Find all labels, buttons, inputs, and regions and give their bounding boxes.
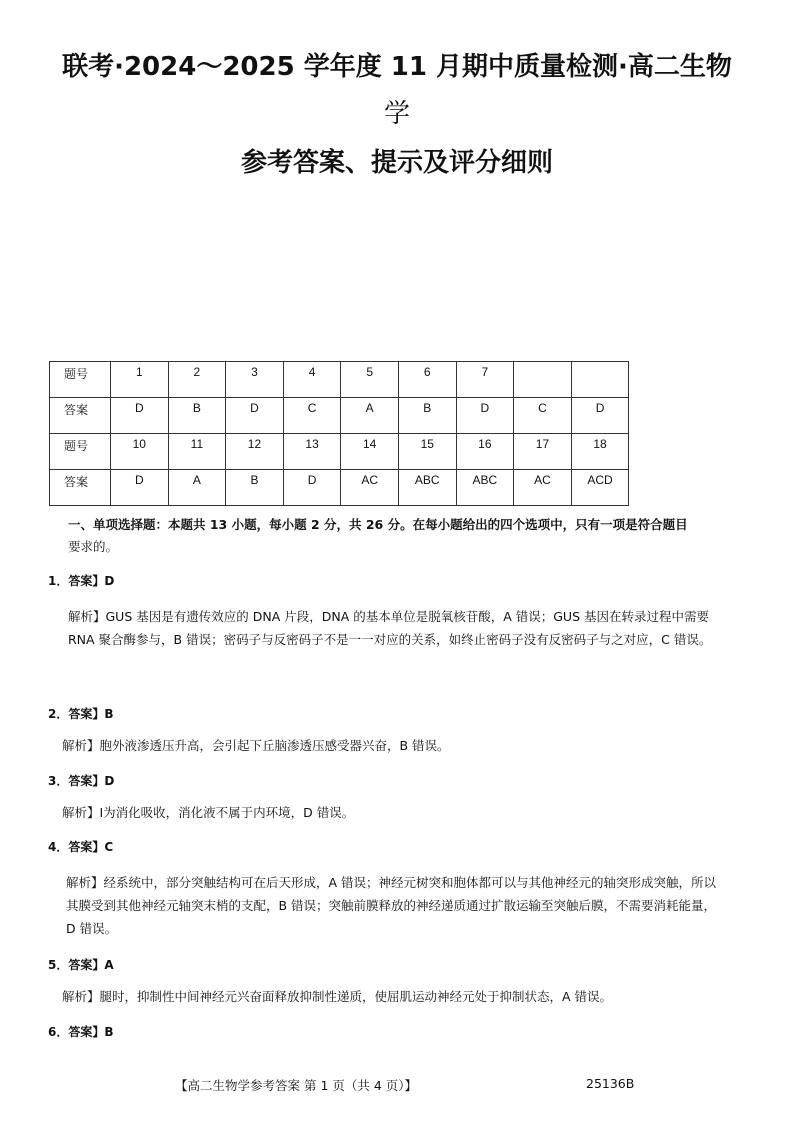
q1-answer: 1．答案】D xyxy=(48,574,115,588)
q2-answer: 2．答案】B xyxy=(48,707,114,721)
table-row xyxy=(50,362,629,398)
table-cell: D xyxy=(226,398,284,434)
q5-answer: 5．答案】A xyxy=(48,958,114,972)
table-cell: 17 xyxy=(514,434,572,470)
table-cell: 2 xyxy=(168,362,226,398)
table-cell: 4 xyxy=(283,362,341,398)
footer-page-info: 【高二生物学参考答案 第 1 页（共 4 页）】 xyxy=(175,1078,418,1093)
answer-table xyxy=(49,361,629,506)
table-cell: ABC xyxy=(456,470,514,506)
table-cell: B xyxy=(226,470,284,506)
table-cell: C xyxy=(283,398,341,434)
q1-explanation: 解析】GUS 基因是有遗传效应的 DNA 片段，DNA 的基本单位是脱氧核苷酸，A 错误；GUS 基因在转录过程中需要 RNA 聚合酶参与，B 错误；密码子与反密码子不是一一对应的关系，如终止密码子没有反密码子与之对应，C 错误。 xyxy=(68,609,712,647)
q3-answer: 3．答案】D xyxy=(48,774,115,788)
table-cell: 10 xyxy=(111,434,169,470)
table-cell: AC xyxy=(514,470,572,506)
table-cell: D xyxy=(111,470,169,506)
table-cell: 14 xyxy=(341,434,399,470)
table-cell: 3 xyxy=(226,362,284,398)
table-cell: AC xyxy=(341,470,399,506)
section-heading-cont: 要求的。 xyxy=(68,539,119,554)
table-cell: C xyxy=(514,398,572,434)
q2-explanation: 解析】胞外液渗透压升高，会引起下丘脑渗透压感受器兴奋，B 错误。 xyxy=(62,738,450,753)
table-cell: ABC xyxy=(398,470,456,506)
table-cell: D xyxy=(571,398,629,434)
q5-explanation: 解析】腿时，抑制性中间神经元兴奋面释放抑制性递质，使屈肌运动神经元处于抑制状态，A 错误。 xyxy=(62,989,613,1004)
table-cell: A xyxy=(341,398,399,434)
table-cell: 答案 xyxy=(50,398,111,434)
table-cell: ACD xyxy=(571,470,629,506)
subtitle: 参考答案、提示及评分细则 xyxy=(240,148,553,178)
q3-explanation: 解析】Ⅰ为消化吸收，消化液不属于内环境，D 错误。 xyxy=(62,805,355,820)
table-cell: D xyxy=(283,470,341,506)
table-cell: B xyxy=(398,398,456,434)
table-cell: 6 xyxy=(398,362,456,398)
section-heading xyxy=(68,514,728,558)
title-line-2: 学 xyxy=(383,99,410,129)
table-cell: A xyxy=(168,470,226,506)
table-cell: 16 xyxy=(456,434,514,470)
table-cell xyxy=(514,362,572,398)
table-row xyxy=(50,398,629,434)
table-cell: 1 xyxy=(111,362,169,398)
table-cell: D xyxy=(111,398,169,434)
table-cell: 答案 xyxy=(50,470,111,506)
table-cell: D xyxy=(456,398,514,434)
table-row xyxy=(50,434,629,470)
table-cell: 13 xyxy=(283,434,341,470)
table-cell: 18 xyxy=(571,434,629,470)
table-cell: 15 xyxy=(398,434,456,470)
q6-answer: 6．答案】B xyxy=(48,1025,114,1039)
section-heading-text: 一、单项选择题：本题共 13 小题，每小题 2 分，共 26 分。在每小题给出的四个选项中，只有一项是符合题目 xyxy=(68,517,688,532)
table-cell: 5 xyxy=(341,362,399,398)
title-line-1: 联考·2024～2025 学年度 11 月期中质量检测·高二生物 xyxy=(62,52,732,82)
table-cell xyxy=(571,362,629,398)
table-cell: B xyxy=(168,398,226,434)
q4-explanation: 解析】经系统中，部分突触结构可在后天形成，A 错误；神经元树突和胞体都可以与其他神经元的轴突形成突触，所以其膜受到其他神经元轴突末梢的支配，B 错误；突触前膜释放的神经递质通过扩散运输至突触后膜，不需要消耗能量，D 错误。 xyxy=(66,875,717,936)
table-cell: 11 xyxy=(168,434,226,470)
table-cell: 12 xyxy=(226,434,284,470)
table-cell: 7 xyxy=(456,362,514,398)
footer-code: 25136B xyxy=(586,1076,635,1091)
table-cell: 题号 xyxy=(50,362,111,398)
table-cell: 题号 xyxy=(50,434,111,470)
table-row xyxy=(50,470,629,506)
q4-answer: 4．答案】C xyxy=(48,840,114,854)
